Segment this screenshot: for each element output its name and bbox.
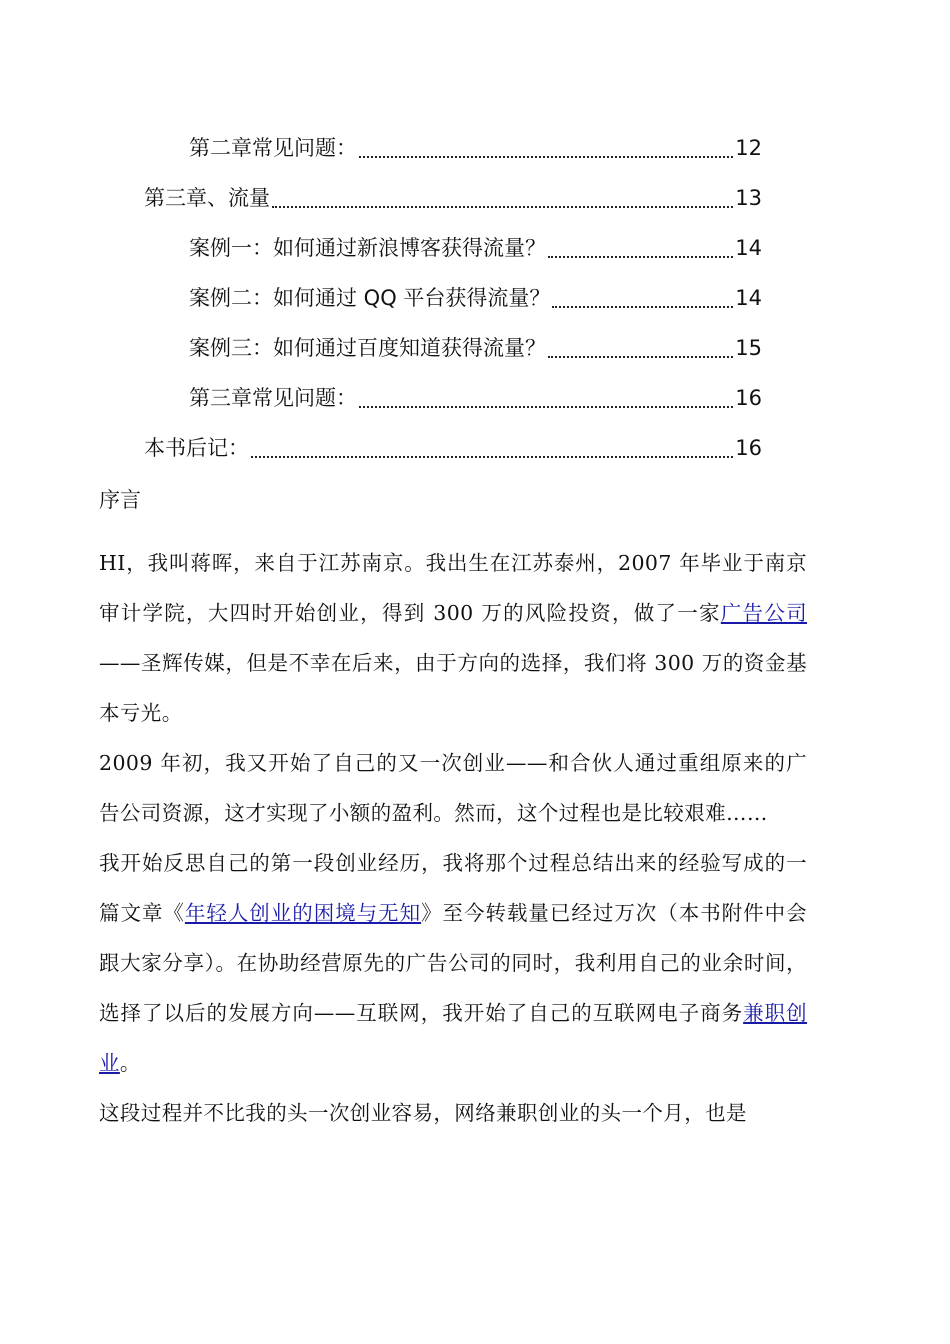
toc-entry-title: 第三章常见问题：	[189, 386, 357, 410]
toc-entry-page: 12	[735, 136, 762, 160]
toc-entry[interactable]	[144, 428, 762, 468]
paragraph-text: 我开始反思自己的第一段创业经历，我将那个过程总结出来的经验写成的一篇文章《	[99, 851, 807, 925]
preface-body	[99, 538, 807, 1138]
toc-entry[interactable]	[189, 278, 762, 318]
toc-entry-page: 16	[735, 436, 762, 460]
toc-entry-title: 第二章常见问题：	[189, 136, 357, 160]
toc-entry-title: 案例二：如何通过 QQ 平台获得流量？	[189, 286, 551, 310]
paragraph: 2009 年初，我又开始了自己的又一次创业——和合伙人通过重组原来的广告公司资源，这才实现了小额的盈利。然而，这个过程也是比较艰难……	[99, 751, 807, 825]
toc-entry-title: 案例一：如何通过新浪博客获得流量？	[189, 236, 546, 260]
toc-leader-dots	[548, 356, 733, 358]
toc-entry-title: 案例三：如何通过百度知道获得流量？	[189, 336, 546, 360]
link-ad-company[interactable]: 广告公司	[720, 601, 807, 625]
toc-entry-page: 16	[735, 386, 762, 410]
paragraph-text: ——圣辉传媒，但是不幸在后来，由于方向的选择，我们将 300 万的资金基本亏光。	[99, 651, 807, 725]
paragraph	[99, 538, 807, 738]
toc-leader-dots	[548, 256, 733, 258]
toc-leader-dots	[359, 156, 733, 158]
toc-entry[interactable]	[189, 128, 762, 168]
toc-entry-page: 15	[735, 336, 762, 360]
toc-entry[interactable]	[189, 228, 762, 268]
toc-entry-title: 本书后记：	[144, 436, 249, 460]
toc-leader-dots	[359, 406, 733, 408]
toc-entry-page: 14	[735, 236, 762, 260]
toc-leader-dots	[251, 456, 733, 458]
paragraph-text: 。	[119, 1051, 141, 1075]
toc-entry[interactable]	[189, 328, 762, 368]
paragraph-text: HI，我叫蒋晖，来自于江苏南京。我出生在江苏泰州，2007 年毕业于南京审计学院，大四时开始创业，得到 300 万的风险投资，做了一家	[99, 551, 807, 625]
toc-leader-dots	[272, 206, 733, 208]
toc-entry-title: 第三章、流量	[144, 186, 270, 210]
toc-entry[interactable]	[189, 378, 762, 418]
paragraph	[99, 838, 807, 1088]
paragraph: 这段过程并不比我的头一次创业容易，网络兼职创业的头一个月，也是	[99, 1101, 747, 1125]
toc-entry-page: 14	[735, 286, 762, 310]
link-article-title[interactable]: 年轻人创业的困境与无知	[184, 901, 422, 925]
section-heading: 序言	[99, 488, 141, 512]
link-part-time-startup[interactable]: 兼职创业	[99, 1001, 808, 1075]
toc-leader-dots	[552, 306, 733, 308]
paragraph-text: 》至今转载量已经过万次（本书附件中会跟大家分享）。在协助经营原先的广告公司的同时，我利用自己的业余时间，选择了以后的发展方向——互联网，我开始了自己的互联网电子商务	[99, 901, 807, 1025]
toc-entry-page: 13	[735, 186, 762, 210]
toc-entry[interactable]	[144, 178, 762, 218]
